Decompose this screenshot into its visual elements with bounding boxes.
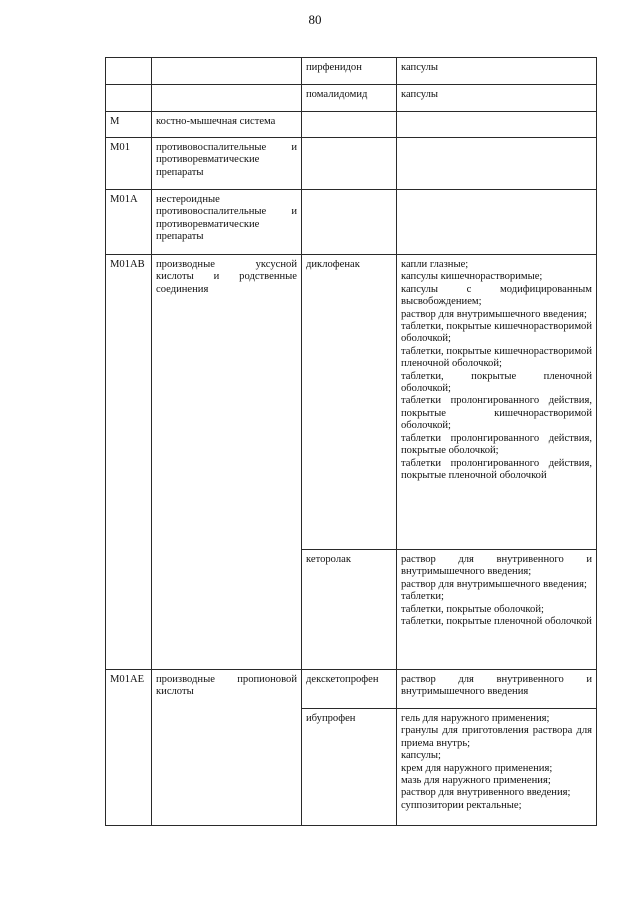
dosage-form-line: таблетки;	[401, 591, 444, 603]
dosage-form-line: капсулы;	[401, 750, 441, 762]
dosage-form-line: раствор для внутримышечного введения;	[401, 308, 587, 320]
atc-group-cell: противовоспалительные и противоревматические препараты	[152, 138, 302, 190]
drug-name-cell: ибупрофен	[302, 709, 397, 826]
table-row	[106, 255, 597, 550]
atc-code-cell: M01AE	[106, 670, 152, 826]
dosage-form-line: капсулы кишечнорастворимые;	[401, 271, 543, 283]
dosage-form-line: раствор для внутривенного и внутримышечного введения;	[401, 554, 592, 578]
table-row	[106, 58, 597, 85]
drug-name-cell	[302, 138, 397, 190]
dosage-form-cell	[397, 709, 597, 826]
table-row	[106, 85, 597, 112]
dosage-form-line: таблетки, покрытые кишечнорастворимой оболочкой;	[401, 321, 592, 345]
dosage-form-line: таблетки, покрытые кишечнорастворимой пленочной оболочкой;	[401, 345, 592, 370]
atc-code-cell	[106, 85, 152, 112]
atc-group-cell	[152, 85, 302, 112]
dosage-form-cell	[397, 112, 597, 138]
drug-name-cell: кеторолак	[302, 550, 397, 670]
dosage-form-line: таблетки, покрытые оболочкой;	[401, 603, 544, 615]
drug-table	[105, 57, 597, 826]
atc-group-cell	[152, 58, 302, 85]
table-row	[106, 112, 597, 138]
page-number: 80	[308, 12, 322, 27]
drug-name-cell: диклофенак	[302, 255, 397, 550]
drug-name-cell: помалидомид	[302, 85, 397, 112]
dosage-form-line: раствор для внутривенного введения;	[401, 787, 571, 799]
dosage-form-cell	[397, 670, 597, 709]
dosage-form-cell	[397, 85, 597, 112]
dosage-form-line: суппозитории ректальные;	[401, 799, 522, 811]
dosage-form-cell	[397, 255, 597, 550]
atc-group-cell: производные уксусной кислоты и родственные соединения	[152, 255, 302, 670]
dosage-form-line: капсулы	[401, 62, 439, 73]
dosage-form-line: раствор для внутримышечного введения;	[401, 578, 587, 590]
drug-name-cell: декскетопрофен	[302, 670, 397, 709]
atc-group-cell: производные пропионовой кислоты	[152, 670, 302, 826]
dosage-form-cell	[397, 138, 597, 190]
atc-code-cell: M01	[106, 138, 152, 190]
dosage-form-line: гранулы для приготовления раствора для приема внутрь;	[401, 725, 592, 749]
dosage-form-line: таблетки пролонгированного действия, покрытые пленочной оболочкой	[401, 457, 592, 481]
dosage-form-cell	[397, 550, 597, 670]
dosage-form-line: таблетки пролонгированного действия, покрытые кишечнорастворимой оболочкой;	[401, 395, 592, 432]
atc-code-cell: M01AB	[106, 255, 152, 670]
table-row	[106, 138, 597, 190]
dosage-form-line: таблетки, покрытые пленочной оболочкой;	[401, 370, 592, 395]
dosage-form-cell	[397, 58, 597, 85]
atc-group-cell: нестероидные противовоспалительные и противоревматические препараты	[152, 190, 302, 255]
dosage-form-line: капсулы	[401, 89, 439, 100]
dosage-form-line: мазь для наружного применения;	[401, 775, 551, 787]
dosage-form-line: таблетки пролонгированного действия, покрытые оболочкой;	[401, 432, 592, 457]
dosage-form-line: крем для наружного применения;	[401, 762, 553, 774]
table-row	[106, 190, 597, 255]
dosage-form-line: капсулы с модифицированным высвобождением;	[401, 283, 592, 308]
dosage-form-line: таблетки, покрытые пленочной оболочкой	[401, 616, 592, 628]
drug-name-cell	[302, 190, 397, 255]
atc-code-cell: M01A	[106, 190, 152, 255]
atc-group-cell: костно-мышечная система	[152, 112, 302, 138]
dosage-form-line: раствор для внутривенного и внутримышечного введения	[401, 674, 592, 698]
table-row	[106, 670, 597, 709]
atc-code-cell	[106, 58, 152, 85]
dosage-form-cell	[397, 190, 597, 255]
drug-name-cell	[302, 112, 397, 138]
atc-code-cell: M	[106, 112, 152, 138]
drug-name-cell: пирфенидон	[302, 58, 397, 85]
dosage-form-line: гель для наружного применения;	[401, 713, 550, 724]
dosage-form-line: капли глазные;	[401, 259, 469, 270]
